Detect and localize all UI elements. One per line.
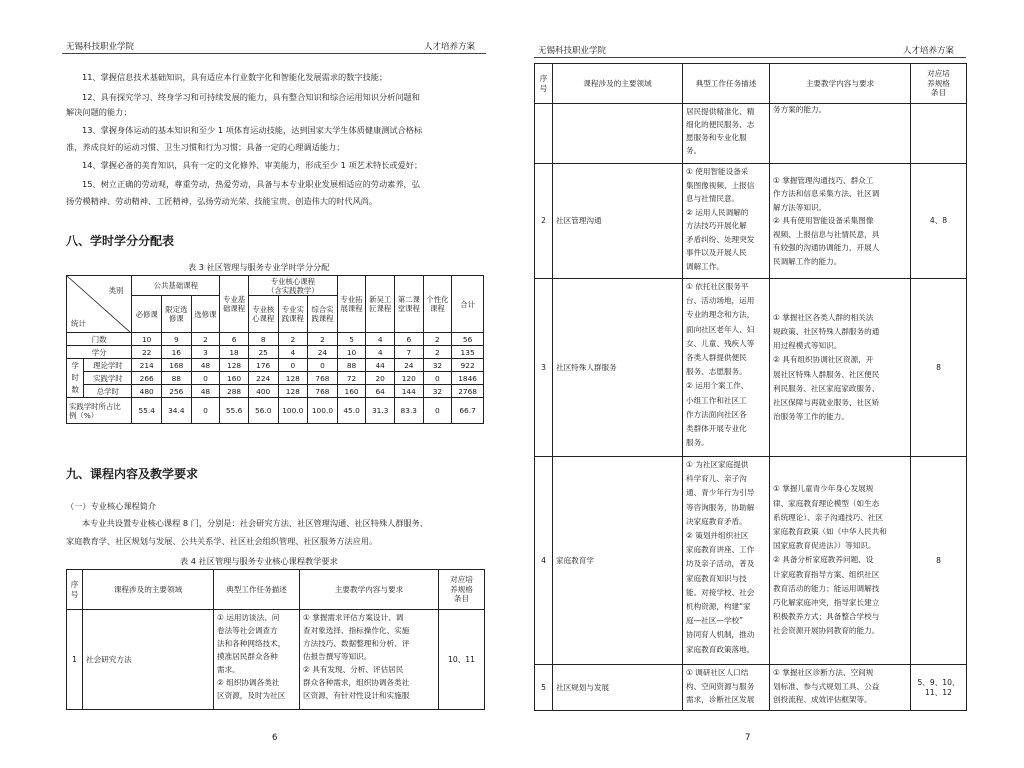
- table-row-continued: 居民提供精准化、精 细化的便民服务、志 愿服务和专业化服 务。 务方案的能力。: [535, 104, 967, 164]
- table-row-total: 总学时 480 256 48 288 400 128 768 160 64 144 32 2768: [67, 385, 484, 398]
- table-3-corner: [67, 276, 132, 333]
- table-3: [66, 275, 484, 424]
- paragraph-12: 12、具有探究学习、终身学习和可持续发展的能力，具有整合知识和综合运用知识分析问题和: [82, 92, 420, 102]
- task-description: ① 运用访谈法、问 卷法等社会调查方 法和各种网络技术， 摸准居民群众各种 需求。 ② 组织协调各类社 区资源，及时为社区: [214, 610, 300, 710]
- col-core-practice: 专业实 践课程: [278, 296, 308, 333]
- corner-label-bottom: 统计: [71, 319, 86, 328]
- header-task: 典型工作任务描述: [683, 64, 770, 104]
- col-personal: 个性化 课程: [423, 276, 452, 333]
- table-4-header: [535, 64, 967, 104]
- header-doc-title: 人才培养方案: [424, 42, 476, 52]
- paragraph-13-cont: 准，养成良好的运动习惯、卫生习惯和行为习惯；具备一定的心理调适能力；: [66, 142, 345, 152]
- table-row-credits: 学分 22 16 3 18 25 4 24 10 4 7 2 135: [67, 346, 484, 359]
- table-row: 2 社区管理沟通 ① 使用智能设备采 集图像视频、上报信 息与社情民意。 ② 运用人民调解的 方法技巧开展化解 矛盾纠纷、处理突发 事件以及开展人民 调解工作。 ① 掌握管理沟通技巧、群众工 作方法和信息采集方法、社区调 解方法等知识。 ② 具有使用智能设备采集图像 视频、上报信息与社情民意，具 有较强的沟通协调能力，开展人 民调解工作的能力。 4、8: [535, 164, 967, 279]
- paragraph-11: 11、掌握信息技术基础知识，具有适应本行业数字化和智能化发展需求的数字技能；: [82, 72, 388, 82]
- teaching-content: ① 掌握需求评估方案设计、调 查对象选择、指标操作化、实施 方法技巧、数据整理和分析、评 估报告撰写等知识。 ② 具有发现、分析、评估居民 群众各种需求，组织协调各类社 区资源，有针对性设计和实施服: [300, 610, 439, 710]
- table-3-caption: 表 3 社区管理与服务专业学时学分分配: [188, 262, 330, 272]
- table-4: [66, 569, 485, 710]
- col-xinwu: 新吴工 匠课程: [366, 276, 395, 333]
- page-number: 6: [272, 733, 278, 743]
- col-required: 必修课: [132, 296, 162, 333]
- header-doc-title: 人才培养方案: [903, 46, 955, 56]
- col-limited: 限定选 修课: [162, 296, 192, 333]
- corner-label-top: 类别: [108, 286, 124, 295]
- table-row: 1 社会研究方法 ① 运用访谈法、问 卷法等社会调查方 法和各种网络技术， 摸准居民群众各种 需求。 ② 组织协调各类社 区资源，及时为社区 ① 掌握需求评估方案设计、调 查对象选择、指标操作化、实施 方法技巧、数据整理和分析、评 估报告撰写等知识。 ② 具有发现、分析、评估居民 群众各种需求，组织协调各类社 区资源，有针对性设计和实施服 10、11: [67, 610, 485, 710]
- col-basic: 专业基 础课程: [220, 276, 249, 333]
- col-expand: 专业拓 展课程: [337, 276, 366, 333]
- table-row-ratio: 实践学时所占比 例（%） 55.4 34.4 0 55.6 56.0 100.0 100.0 45.0 31.3 83.3 0 66.7: [67, 398, 484, 424]
- header-spec: 对应培 养规格 条目: [439, 570, 485, 610]
- page-number: 7: [745, 733, 751, 743]
- right-page: [512, 0, 1024, 768]
- table-4-caption: 表 4 社区管理与服务专业核心课程教学要求: [180, 556, 338, 566]
- header-content: 主要教学内容与要求: [770, 64, 911, 104]
- header-seq: 序 号: [535, 64, 553, 104]
- table-row: 3 社区特殊人群服务 ① 依托社区服务平 台、活动场地，运用 专业的理念和方法， 面向社区老年人、妇 女、儿童、残疾人等 各类人群提供便民 服务、志愿服务。 ② 运用个案工作、 小组工作和社区工 作方法面向社区各 类群体开展专业化 服务。 ① 掌握社区各类人群的相关法 规政策、社区特殊人群服务的通 用过程模式等知识。 ② 具有组织协调社区资源，开 展社区特殊人群服务、社区便民 利民服务、社区家庭家政服务、 社区保障与再就业服务、社区矫 治服务等工作的能力。 8: [535, 279, 967, 457]
- col-total: 合计: [452, 276, 484, 333]
- table-4-header: [67, 570, 485, 610]
- header-task: 典型工作任务描述: [214, 570, 300, 610]
- hours-group: 学 时 数: [67, 359, 84, 398]
- col-second: 第二课 堂课程: [394, 276, 423, 333]
- col-core-course: 专业核 心课程: [248, 296, 278, 333]
- paragraph-15: 15、树立正确的劳动观，尊重劳动，热爱劳动，具备与本专业职业发展相适应的劳动素养，弘: [82, 179, 420, 189]
- table-row-courses: 门数 10 9 2 6 8 2 2 5 4 6 2 56: [67, 333, 484, 346]
- header-field: 课程涉及的主要领域: [83, 570, 214, 610]
- table-row: 5 社区规划与发展 ① 调研社区人口结 构、空间资源与服务 需求，诊断社区发展 ① 掌握社区诊断方法、空间规 划标准、参与式规划工具、公益 创投流程、成效评估框架等。 5、9、10、 11、12: [535, 665, 967, 711]
- col-core-comprehensive: 综合实 践课程: [308, 296, 338, 333]
- paragraph-12-cont: 解决问题的能力；: [66, 107, 132, 117]
- paragraph-14: 14、掌握必备的美育知识，具有一定的文化修养、审美能力，形成至少 1 项艺术特长或爱好；: [82, 160, 423, 170]
- group-public: 公共基础课程: [132, 276, 220, 296]
- section-9-title: 九、课程内容及教学要求: [66, 467, 199, 481]
- section-8-title: 八、学时学分分配表: [66, 234, 175, 248]
- header-school: 无锡科技职业学院: [66, 42, 135, 52]
- table-row: 4 家庭教育学 ① 为社区家庭提供 科学育儿、亲子沟 通、青少年行为引导 等咨询服务，协助解 决家庭教育矛盾。 ② 策划并组织社区 家庭教育讲座、工作 坊及亲子活动，普及 家庭教育知识与技 能。对接学校、社会 机构资源，构建“家 庭—社区—学校” 协同育人机制，推动 家庭教育政策落地。 ① 掌握儿童青少年身心发展规 律、家庭教育理论模型（如生态 系统理论）、亲子沟通技巧、社区 家庭教育政策（如《中华人民共和 国家庭教育促进法》）等知识。 ② 具备分析家庭教养问题、设 计家庭教育指导方案、组织社区 教育活动的能力；能运用调解技 巧化解家庭冲突，指导家长建立 积极教养方式；具备整合学校与 社会资源开展协同教育的能力。 8: [535, 457, 967, 665]
- header-rule: [534, 57, 966, 58]
- subsection-1-title: （一）专业核心课程简介: [66, 501, 157, 511]
- header-spec: 对应培 养规格 条目: [911, 64, 967, 104]
- group-core: 专业核心课程 （含实践教学）: [248, 276, 337, 296]
- header-field: 课程涉及的主要领域: [553, 64, 683, 104]
- intro-line-1: 本专业共设置专业核心课程 8 门，分别是：社会研究方法、社区管理沟通、社区特殊人群服务、: [82, 518, 429, 528]
- header-seq: 序 号: [67, 570, 83, 610]
- header-school: 无锡科技职业学院: [538, 46, 607, 56]
- intro-line-2: 家庭教育学、社区规划与发展、公共关系学、社区社会组织管理、社区服务方法应用。: [66, 536, 378, 546]
- header-content: 主要教学内容与要求: [300, 570, 439, 610]
- table-row-theory: 学 时 数 理论学时 214 168 48 128 176 0 0 88 44 24 32 922: [67, 359, 484, 372]
- table-4-continued: [534, 63, 967, 711]
- paragraph-15-cont: 扬劳模精神、劳动精神、工匠精神，弘扬劳动光荣、技能宝贵、创造伟大的时代风尚。: [66, 196, 378, 206]
- paragraph-13: 13、掌握身体运动的基本知识和至少 1 项体育运动技能，达到国家大学生体质健康测试合格标: [82, 125, 423, 135]
- col-elective: 选修课: [191, 296, 220, 333]
- table-row-practice: 实践学时 266 88 0 160 224 128 768 72 20 120 0 1846: [67, 372, 484, 385]
- header-rule: [62, 53, 486, 54]
